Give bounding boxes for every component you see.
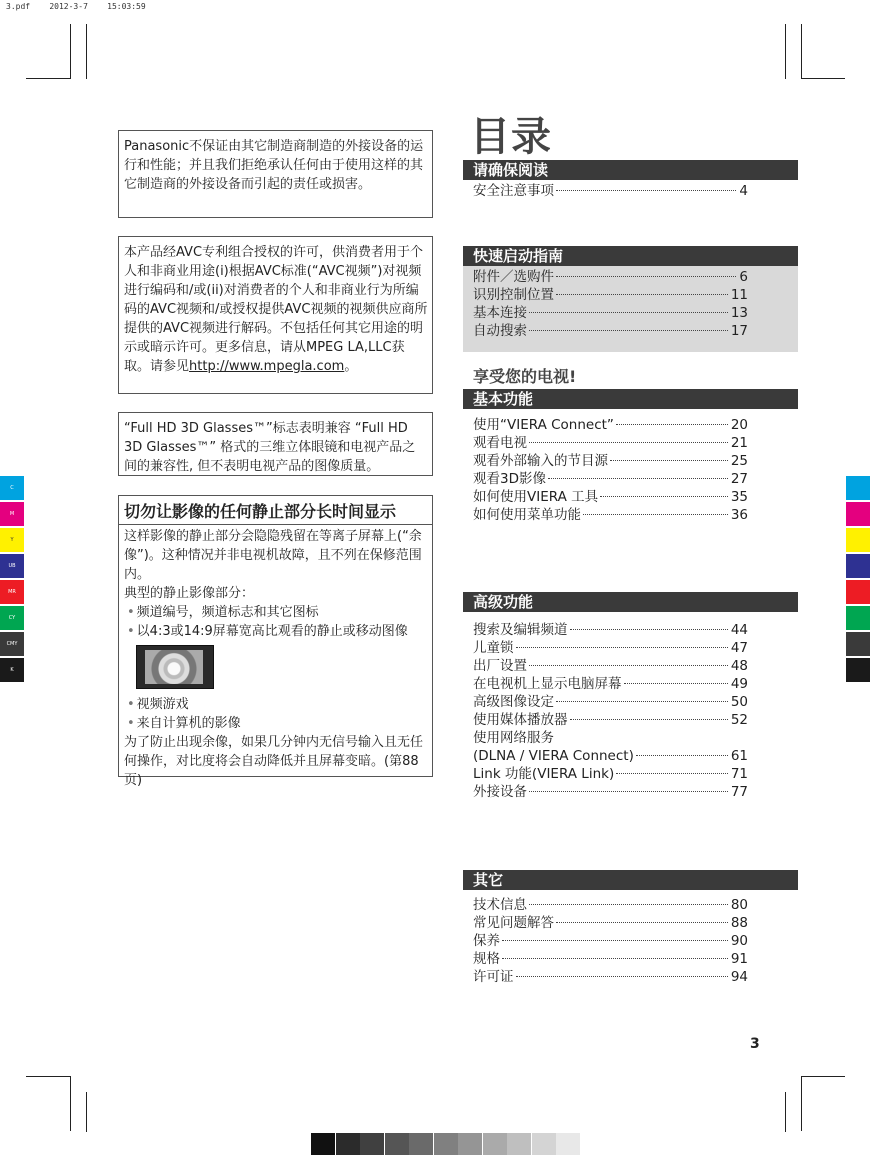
color-swatch [846,502,870,526]
gray-swatch [385,1133,409,1155]
gray-swatch [409,1133,433,1155]
gray-swatch [507,1133,531,1155]
color-swatch: CY [0,606,24,630]
color-swatch: UB [0,554,24,578]
color-swatch: Y [0,528,24,552]
toc-entry[interactable]: 观看外部输入的节目源 25 [473,453,748,469]
other-entries [473,896,748,986]
gray-swatch [458,1133,482,1155]
page-number: 3 [750,1036,760,1052]
gray-swatch [532,1133,556,1155]
color-swatch [846,476,870,500]
toc-entry[interactable]: 使用“VIERA Connect” 20 [473,417,748,433]
color-swatch [846,528,870,552]
gray-swatch [483,1133,507,1155]
glasses-box [118,412,433,476]
image-retention-typical: 典型的静止影像部分： [124,586,255,601]
toc-entry[interactable]: 外接设备 77 [473,784,748,800]
toc-entry[interactable]: 附件／选购件 6 [473,269,748,285]
toc-entry[interactable]: 高级图像设定 50 [473,694,748,710]
gray-swatch [434,1133,458,1155]
list-item: • 频道编号，频道标志和其它图标 [124,603,428,622]
advanced-entries [473,621,748,801]
toc-entry[interactable]: 常见问题解答 88 [473,915,748,931]
avc-license-box [118,236,433,394]
toc-entry[interactable]: 如何使用VIERA 工具 35 [473,489,748,505]
basic-entries [473,416,748,524]
gray-swatch [311,1133,335,1155]
toc-entry[interactable]: 安全注意事项 4 [473,183,748,199]
list-item: • 来自计算机的影像 [124,714,428,733]
color-swatch: C [0,476,24,500]
section-header-advanced: 高级功能 [463,592,798,612]
section-header-other: 其它 [463,870,798,890]
toc-entry[interactable]: 保养 90 [473,933,748,949]
toc-entry[interactable]: 儿童锁 47 [473,640,748,656]
color-swatch: K [0,658,24,682]
color-swatch: M [0,502,24,526]
color-swatch [846,606,870,630]
toc-entry[interactable]: 自动搜索 17 [473,323,748,339]
color-swatch: CMY [0,632,24,656]
gray-swatch [360,1133,384,1155]
toc-entry[interactable]: 技术信息 80 [473,897,748,913]
toc-entry[interactable]: (DLNA / VIERA Connect) 61 [473,748,748,764]
toc-entry[interactable]: 在电视机上显示电脑屏幕 49 [473,676,748,692]
color-swatch [846,658,870,682]
mpegla-link[interactable]: http://www.mpegla.com [189,359,345,374]
avc-license-text: 本产品经AVC专利组合授权的许可，供消费者用于个人和非商业用途(i)根据AVC标准(“AVC视频”)对视频进行编码和/或(ii)对消费者的个人和非商业行为所编码的AVC视频和/或授权提供AVC视频的视频供应商所提供的AVC视频进行解码。不包括任何其它用途的明示或暗示许可。更多信息，请从MPEG LA,LLC获取。请参见http://www.mpegla.com。 [124,245,428,374]
toc-entry[interactable]: 如何使用菜单功能 36 [473,507,748,523]
toc-entry[interactable]: 识别控制位置 11 [473,287,748,303]
toc-entry[interactable]: 观看电视 21 [473,435,748,451]
glasses-text: “Full HD 3D Glasses™”标志表明兼容 “Full HD 3D Glasses™” 格式的三维立体眼镜和电视产品之间的兼容性, 但不表明电视产品的图像质量。 [124,421,416,474]
gray-swatch [336,1133,360,1155]
toc-entry[interactable]: 观看3D影像 27 [473,471,748,487]
image-retention-closing: 为了防止出现余像，如果几分钟内无信号输入且无任何操作，对比度将会自动降低并且屏幕变暗。(第88页) [124,735,424,788]
quick-start-entries [473,268,748,340]
read-first-entries [473,182,748,200]
color-swatch [846,632,870,656]
color-swatch: MR [0,580,24,604]
toc-entry[interactable]: 基本连接 13 [473,305,748,321]
gray-swatch [556,1133,580,1155]
toc-entry[interactable]: Link 功能(VIERA Link) 71 [473,766,748,782]
file-header: 3.pdf 2012-3-7 15:03:59 [6,2,146,11]
section-header-basic: 基本功能 [463,389,798,409]
disclaimer-text: Panasonic不保证由其它制造商制造的外接设备的运行和性能；并且我们拒绝承认任何由于使用这样的其它制造商的外接设备而引起的责任或损害。 [124,139,424,192]
page-title: 目录 [470,114,552,160]
toc-entry[interactable]: 搜索及编辑频道 44 [473,622,748,638]
toc-entry[interactable]: 规格 91 [473,951,748,967]
toc-entry[interactable]: 出厂设置 48 [473,658,748,674]
list-item: • 视频游戏 [124,695,428,714]
toc-entry-label: 使用网络服务 [473,730,554,746]
section-header-read-first: 请确保阅读 [463,160,798,180]
gray-scale-strip [311,1133,581,1155]
disclaimer-box [118,130,433,218]
color-swatch [846,580,870,604]
image-retention-heading: 切勿让影像的任何静止部分长时间显示 [119,500,432,525]
toc-entry[interactable]: 使用媒体播放器 52 [473,712,748,728]
image-retention-box [118,495,433,788]
toc-entry[interactable]: 许可证 94 [473,969,748,985]
flower-image [136,645,214,689]
enjoy-heading: 享受您的电视! [473,367,577,386]
list-item: • 以4:3或14:9屏幕宽高比观看的静止或移动图像 [124,622,428,641]
color-swatch [846,554,870,578]
section-header-quick-start: 快速启动指南 [463,246,798,266]
image-retention-intro: 这样影像的静止部分会隐隐残留在等离子屏幕上(“余像”)。这种情况并非电视机故障，且不列在保修范围内。 [124,529,422,582]
